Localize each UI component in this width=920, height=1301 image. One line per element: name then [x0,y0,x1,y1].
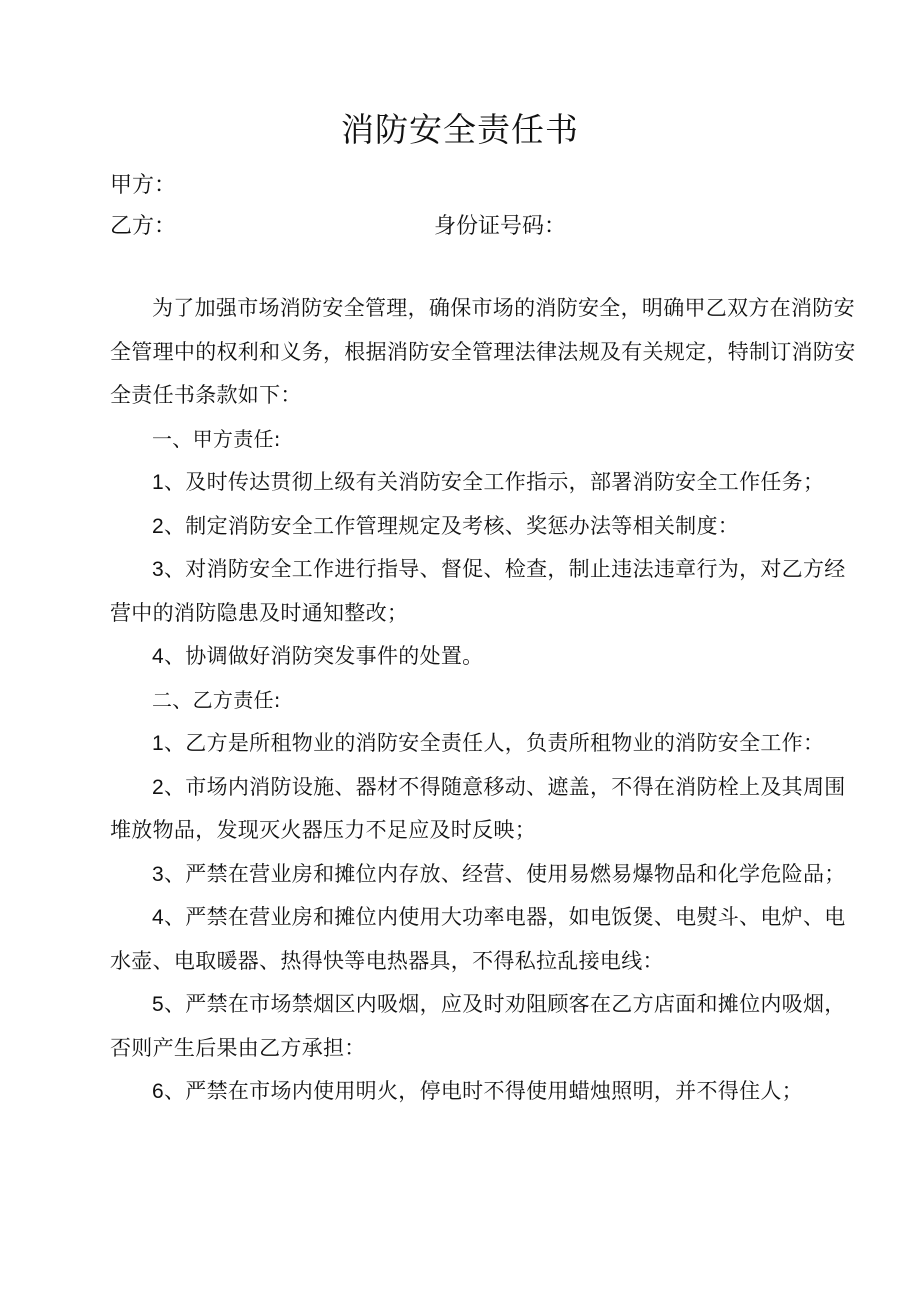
intro-paragraph: 为了加强市场消防安全管理，确保市场的消防安全，明确甲乙双方在消防安全管理中的权利和义务，根据消防安全管理法律法规及有关规定，特制订消防安全责任书条款如下： [110,296,856,407]
document-title: 消防安全责任书 [341,110,579,149]
item-number: 4 [152,645,164,668]
item-text: 、严禁在营业房和摊位内存放、经营、使用易燃易爆物品和化学危险品； [163,861,846,886]
item-text: 、市场内消防设施、器材不得随意移动、遮盖，不得在消防栓上及其周围堆放物品，发现灭火器压力不足应及时反映； [110,774,846,842]
item-number: 6 [152,1080,164,1103]
item-number: 1 [152,471,164,494]
section-a-item [110,505,865,549]
section-a-heading: 一、甲方责任: [152,426,281,451]
section-b-item [110,1070,865,1114]
item-text: 、对消防安全工作进行指导、督促、检查，制止违法违章行为，对乙方经营中的消防隐患及时通知整改； [110,557,846,625]
item-number: 3 [152,558,164,581]
item-text: 、严禁在市场内使用明火，停电时不得使用蜡烛照明，并不得住人； [163,1079,803,1103]
section-a-item [110,548,865,635]
section-b-item [110,722,865,766]
party-b-label: 乙方： [110,214,177,239]
item-number: 4 [152,906,164,929]
section-b-item [110,766,865,853]
id-number-label: 身份证号码： [434,214,567,239]
section-b-item [110,853,865,897]
item-text: 、协调做好消防突发事件的处置。 [163,644,484,668]
document-body [110,287,865,1114]
section-a-item [110,635,865,679]
item-text: 、及时传达贯彻上级有关消防安全工作指示，部署消防安全工作任务； [163,470,825,494]
item-number: 2 [152,514,164,538]
item-text: 、制定消防安全工作管理规定及考核、奖惩办法等相关制度： [163,513,740,538]
item-number: 1 [152,732,164,755]
section-b-item [110,896,865,983]
section-b-item [110,983,865,1070]
item-number: 3 [152,862,164,886]
item-number: 2 [152,775,164,799]
item-number: 5 [152,993,164,1016]
section-a-item [110,461,865,505]
section-b-heading: 二、乙方责任: [152,687,281,712]
item-text: 、乙方是所租物业的消防安全责任人，负责所租物业的消防安全工作： [163,731,825,755]
item-text: 、严禁在市场禁烟区内吸烟，应及时劝阻顾客在乙方店面和摊位内吸烟，否则产生后果由乙方承担： [110,992,846,1060]
item-text: 、严禁在营业房和摊位内使用大功率电器，如电饭煲、电熨斗、电炉、电水壶、电取暖器、热得快等电热器具，不得私拉乱接电线： [110,905,846,973]
party-a-label: 甲方： [110,173,177,198]
